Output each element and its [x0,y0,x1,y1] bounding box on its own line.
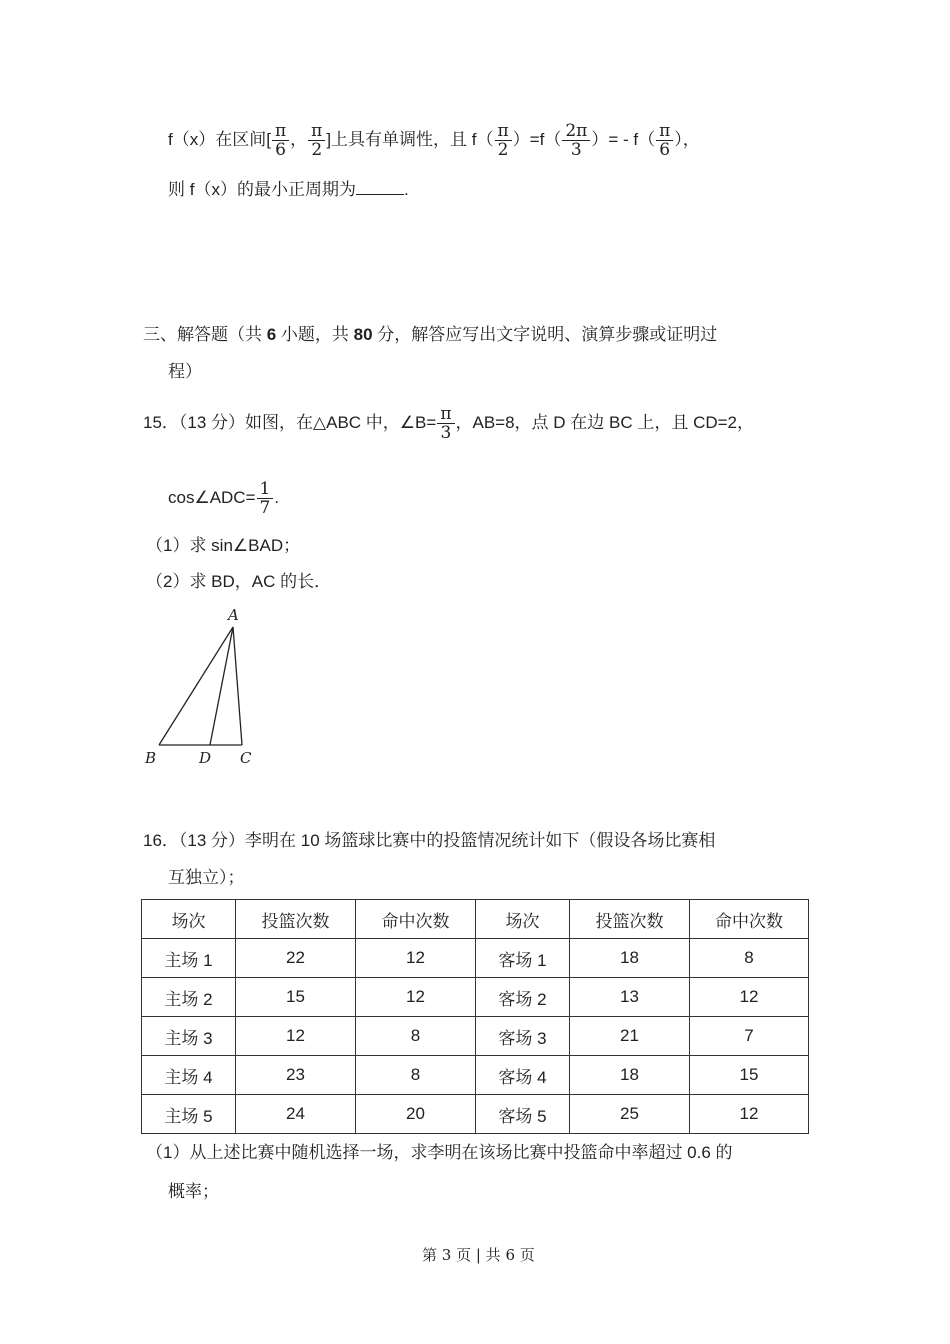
vertex-label-b: B [145,749,157,767]
table-cell: 8 [356,1017,476,1056]
page-footer: 第 3 页 | 共 6 页 [422,1246,535,1264]
table-cell: 24 [236,1095,356,1134]
vertex-label-a: A [228,606,239,624]
table-row [142,978,809,1017]
text: ）= - f（ [591,129,656,149]
text: cos∠ADC= [168,487,256,507]
side-ac [233,627,242,745]
text: ]上具有单调性，且 f（ [326,129,494,149]
text: ， [290,129,308,149]
q15-line1 [143,405,754,442]
fraction: $\frac{\pi}{3}$ [437,405,454,442]
table-cell: 12 [356,978,476,1017]
table-cell: 客场 1 [476,939,570,978]
text: . [274,487,280,507]
table-cell: 主场 4 [142,1056,236,1095]
text: f（x）在区间[ [168,129,271,149]
q16-line1: 16．（13 分）李明在 10 场篮球比赛中的投篮情况统计如下（假设各场比赛相 [143,831,716,850]
table-cell: 15 [690,1056,809,1095]
section3-heading-cont: 程） [168,362,202,381]
table-cell: 20 [356,1095,476,1134]
q15-part1: （1）求 sin∠BAD； [146,536,301,555]
table-cell: 15 [236,978,356,1017]
table-cell: 客场 2 [476,978,570,1017]
q16-line2: 互独立）； [168,868,245,887]
table-cell: 8 [690,939,809,978]
fraction: $\frac{\pi}{2}$ [495,122,512,159]
table-cell: 12 [690,1095,809,1134]
text: 小题，共 [276,325,354,344]
table-cell: 7 [690,1017,809,1056]
header-cell: 投篮次数 [570,900,690,939]
vertex-label-d: D [199,749,212,767]
table-row [142,939,809,978]
table-cell: 8 [356,1056,476,1095]
q15-line2 [168,480,279,517]
shooting-stats-table [141,899,809,1134]
table-cell: 主场 1 [142,939,236,978]
table-cell: 客场 3 [476,1017,570,1056]
table-cell: 18 [570,1056,690,1095]
header-cell: 命中次数 [690,900,809,939]
header-cell: 命中次数 [356,900,476,939]
q15-part2: （2）求 BD，AC 的长． [146,572,332,591]
answer-blank [356,178,404,195]
table-row [142,1017,809,1056]
table-row [142,1095,809,1134]
table-cell: 主场 5 [142,1095,236,1134]
q14-line2 [168,178,409,202]
q14-line1 [168,122,700,159]
table-cell: 23 [236,1056,356,1095]
table-cell: 客场 5 [476,1095,570,1134]
fraction: $\frac{2\pi}{3}$ [562,122,590,159]
header-cell: 场次 [476,900,570,939]
table-cell: 12 [690,978,809,1017]
table-cell: 21 [570,1017,690,1056]
table-header-row [142,900,809,939]
text: 15．（13 分）如图，在△ABC 中，∠B= [143,412,437,432]
header-cell: 场次 [142,900,236,939]
text: 分，解答应写出文字说明、演算步骤或证明过 [372,325,718,344]
text: ，AB=8，点 D 在边 BC 上，且 CD=2， [455,412,755,432]
section3-heading [143,323,717,347]
fraction: $\frac{\pi}{2}$ [308,122,325,159]
table-cell: 22 [236,939,356,978]
table-row [142,1056,809,1095]
table-cell: 25 [570,1095,690,1134]
q16-part1-line1: （1）从上述比赛中随机选择一场，求李明在该场比赛中投篮命中率超过 0.6 的 [146,1143,733,1162]
triangle-figure [140,600,270,775]
fraction: $\frac{\pi}{6}$ [656,122,673,159]
text: 三、解答题（共 [143,325,267,344]
table-cell: 客场 4 [476,1056,570,1095]
question-count: 6 [266,325,277,344]
text: 则 f（x）的最小正周期为 [168,180,356,199]
text: . [403,180,409,199]
total-score: 80 [353,325,373,344]
text: ）=f（ [512,129,562,149]
vertex-label-c: C [240,749,252,767]
header-cell: 投篮次数 [236,900,356,939]
fraction: $\frac{1}{7}$ [257,480,274,517]
table-cell: 12 [356,939,476,978]
table-cell: 13 [570,978,690,1017]
table-cell: 18 [570,939,690,978]
text: ）， [674,129,700,149]
q16-part1-line2: 概率； [168,1182,219,1201]
table-cell: 主场 3 [142,1017,236,1056]
table-cell: 主场 2 [142,978,236,1017]
table-cell: 12 [236,1017,356,1056]
fraction: $\frac{\pi}{6}$ [272,122,289,159]
